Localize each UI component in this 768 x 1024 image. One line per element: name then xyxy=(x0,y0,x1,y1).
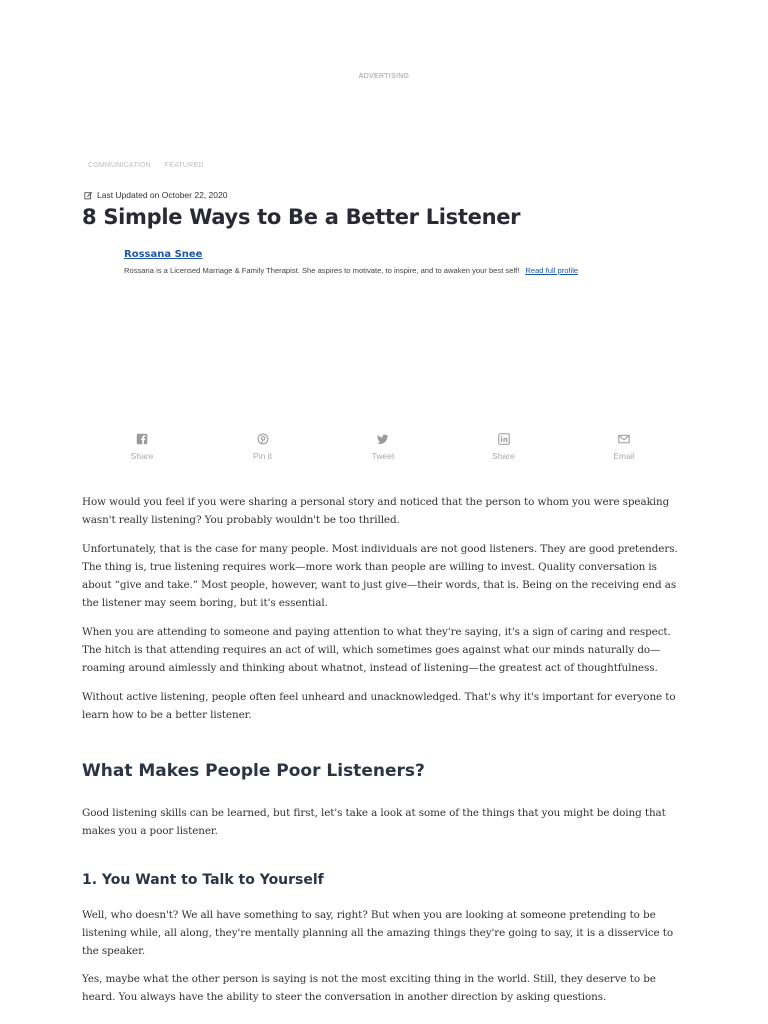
last-updated-text: Last Updated on October 22, 2020 xyxy=(97,190,228,200)
author-box xyxy=(124,249,684,275)
share-linkedin-button[interactable] xyxy=(444,433,564,461)
twitter-icon xyxy=(377,433,389,445)
article-title: 8 Simple Ways to Be a Better Listener xyxy=(82,205,521,229)
share-twitter-label: Tweet xyxy=(371,451,395,461)
share-email-label: Email xyxy=(613,451,635,461)
facebook-icon xyxy=(136,433,148,445)
tag-communication[interactable]: COMMUNICATION xyxy=(88,162,151,169)
share-facebook-label: Share xyxy=(130,451,154,461)
email-icon xyxy=(618,433,630,445)
last-updated xyxy=(84,190,227,200)
author-bio xyxy=(124,266,684,275)
read-full-profile-link[interactable]: Read full profile xyxy=(525,266,579,275)
author-name-link[interactable]: Rossana Snee xyxy=(124,249,203,260)
author-bio-text: Rossana is a Licensed Marriage & Family Therapist. She aspires to motivate, to inspire, and to awaken your best self! xyxy=(124,266,520,275)
share-pinterest-label: Pin it xyxy=(253,451,272,461)
paragraph-attending: When you are attending to someone and paying attention to what they're saying, it's a sign of caring and respect. The hitch is that attending requires an act of will, which sometimes goes against what our minds naturally do—roaming around aimlessly and thinking about whatnot, instead of listening—the greatest act of thoughtfulness. xyxy=(82,626,671,674)
heading-poor-listeners: What Makes People Poor Listeners? xyxy=(82,761,425,781)
share-bar xyxy=(82,433,684,461)
linkedin-icon xyxy=(498,433,510,445)
tag-featured[interactable]: FEATURED xyxy=(164,162,204,169)
pinterest-icon xyxy=(257,433,269,445)
share-twitter-button[interactable] xyxy=(323,433,443,461)
heading-talk-to-yourself: 1. You Want to Talk to Yourself xyxy=(82,872,324,888)
share-email-button[interactable] xyxy=(564,433,684,461)
paragraph-intro: How would you feel if you were sharing a personal story and noticed that the person to whom you were speaking wasn't really listening? You probably wouldn't be too thrilled. xyxy=(82,496,670,526)
edit-icon xyxy=(84,191,93,200)
share-facebook-button[interactable] xyxy=(82,433,202,461)
article-body xyxy=(82,493,686,1006)
paragraph-yes-maybe: Yes, maybe what the other person is saying is not the most exciting thing in the world. Still, they deserve to be heard. You always have the ability to steer the conversation in another direction by asking questions. xyxy=(82,973,656,1003)
paragraph-unfortunately: Unfortunately, that is the case for many people. Most individuals are not good listeners. They are good pretenders. The thing is, true listening requires work—more work than people are willing to invest. Quality conversation is about “give and take.” Most people, however, want to just give—their words, that is. Being on the receiving end as the listener may seem boring, but it's essential. xyxy=(82,543,678,609)
paragraph-active-listening: Without active listening, people often feel unheard and unacknowledged. That's why it's important for everyone to learn how to be a better listener. xyxy=(82,691,676,721)
paragraph-good-skills: Good listening skills can be learned, but first, let's take a look at some of the things that you might be doing that makes you a poor listener. xyxy=(82,807,666,837)
category-tags xyxy=(88,162,204,169)
share-pinterest-button[interactable] xyxy=(203,433,323,461)
advertising-label: ADVERTISING xyxy=(358,73,410,80)
paragraph-who-doesnt: Well, who doesn't? We all have something to say, right? But when you are looking at someone pretending to be listening while, all along, they're mentally planning all the amazing things they're going to say, it is a disservice to the speaker. xyxy=(82,909,674,957)
share-linkedin-label: Share xyxy=(492,451,515,461)
